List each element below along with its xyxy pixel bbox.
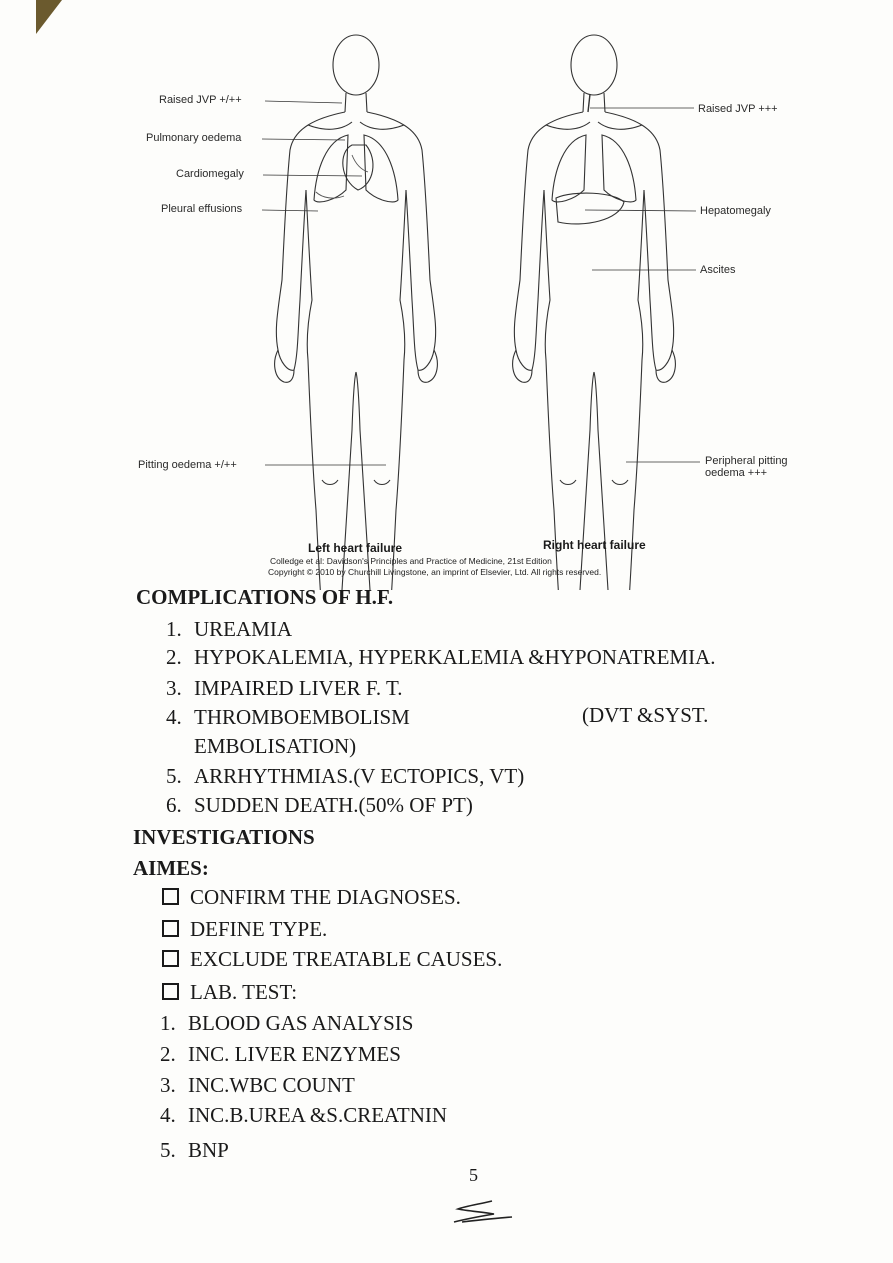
complication-item (166, 764, 524, 788)
item-text: BNP (188, 1138, 229, 1162)
complication-item-continuation: EMBOLISATION) (194, 734, 357, 758)
complications-heading: COMPLICATIONS OF H.F. (136, 585, 394, 609)
signature-mark (452, 1198, 514, 1224)
investigations-heading: INVESTIGATIONS (133, 825, 315, 849)
left-body-figure (275, 35, 438, 590)
item-text: UREAMIA (194, 617, 292, 641)
page-number: 5 (469, 1165, 478, 1185)
checkbox-icon (162, 950, 179, 967)
aim-item (162, 885, 461, 909)
label-leader-lines (262, 101, 700, 465)
lab-test-item (160, 1103, 447, 1127)
complication-item (166, 645, 716, 669)
item-text: BLOOD GAS ANALYSIS (188, 1011, 414, 1035)
label-pulmonary-oedema: Pulmonary oedema (146, 132, 242, 144)
item-text: ARRHYTHMIAS.(V ECTOPICS, VT) (194, 764, 525, 788)
item-text: INC.WBC COUNT (188, 1073, 355, 1097)
complication-item (166, 676, 403, 700)
checkbox-icon (162, 920, 179, 937)
item-number: 1. (160, 1011, 176, 1035)
label-raised-jvp-left: Raised JVP +/++ (159, 94, 242, 106)
label-cardiomegaly: Cardiomegaly (176, 168, 244, 180)
aims-heading: AIMES: (133, 856, 209, 880)
label-hepatomegaly: Hepatomegaly (700, 205, 771, 217)
aim-text: LAB. TEST: (190, 980, 298, 1004)
checkbox-icon (162, 888, 179, 905)
complication-item (166, 617, 292, 641)
lab-test-item (160, 1073, 355, 1097)
label-ascites: Ascites (700, 264, 736, 276)
caption-right-heart-failure: Right heart failure (543, 538, 646, 552)
item-text: SUDDEN DEATH.(50% OF PT) (194, 793, 473, 817)
item-number: 6. (166, 793, 182, 817)
right-body-figure (513, 35, 676, 590)
item-number: 4. (166, 705, 182, 729)
lab-test-item (160, 1011, 413, 1035)
complication-item (166, 705, 410, 729)
item-text: IMPAIRED LIVER F. T. (194, 676, 403, 700)
lab-test-item (160, 1042, 401, 1066)
item-number: 5. (160, 1138, 176, 1162)
item-text: THROMBOEMBOLISM (194, 705, 410, 729)
aim-text: CONFIRM THE DIAGNOSES. (190, 885, 461, 909)
label-pitting-oedema: Pitting oedema +/++ (138, 459, 237, 471)
aim-text: EXCLUDE TREATABLE CAUSES. (190, 947, 503, 971)
lab-test-item (160, 1138, 229, 1162)
checkbox-icon (162, 983, 179, 1000)
aim-text: DEFINE TYPE. (190, 917, 328, 941)
complication-item-aside: (DVT &SYST. (582, 703, 709, 727)
label-raised-jvp-right: Raised JVP +++ (698, 103, 778, 115)
aim-item (162, 917, 327, 941)
label-oedema-plus: oedema +++ (705, 467, 768, 479)
complication-item (166, 793, 473, 817)
caption-left-heart-failure: Left heart failure (308, 541, 403, 555)
item-number: 2. (160, 1042, 176, 1066)
figure-credit-line1: Colledge et al: Davidson's Principles and Practice of Medicine, 21st Edition (270, 556, 552, 566)
aim-item (162, 980, 297, 1004)
item-number: 4. (160, 1103, 176, 1127)
label-pleural-effusions: Pleural effusions (161, 203, 243, 215)
heart-failure-figure (0, 0, 893, 590)
item-number: 1. (166, 617, 182, 641)
label-peripheral-pitting: Peripheral pitting (705, 455, 788, 467)
item-text: INC. LIVER ENZYMES (188, 1042, 401, 1066)
body-outline-diagram (0, 0, 893, 590)
item-text: HYPOKALEMIA, HYPERKALEMIA &HYPONATREMIA. (194, 645, 716, 669)
item-number: 3. (166, 676, 182, 700)
item-number: 5. (166, 764, 182, 788)
figure-credit-line2: Copyright © 2010 by Churchill Livingstone, an imprint of Elsevier, Ltd. All rights reserved. (268, 567, 602, 577)
item-number: 3. (160, 1073, 176, 1097)
item-number: 2. (166, 645, 182, 669)
aim-item (162, 947, 502, 971)
item-text: INC.B.UREA &S.CREATNIN (188, 1103, 448, 1127)
